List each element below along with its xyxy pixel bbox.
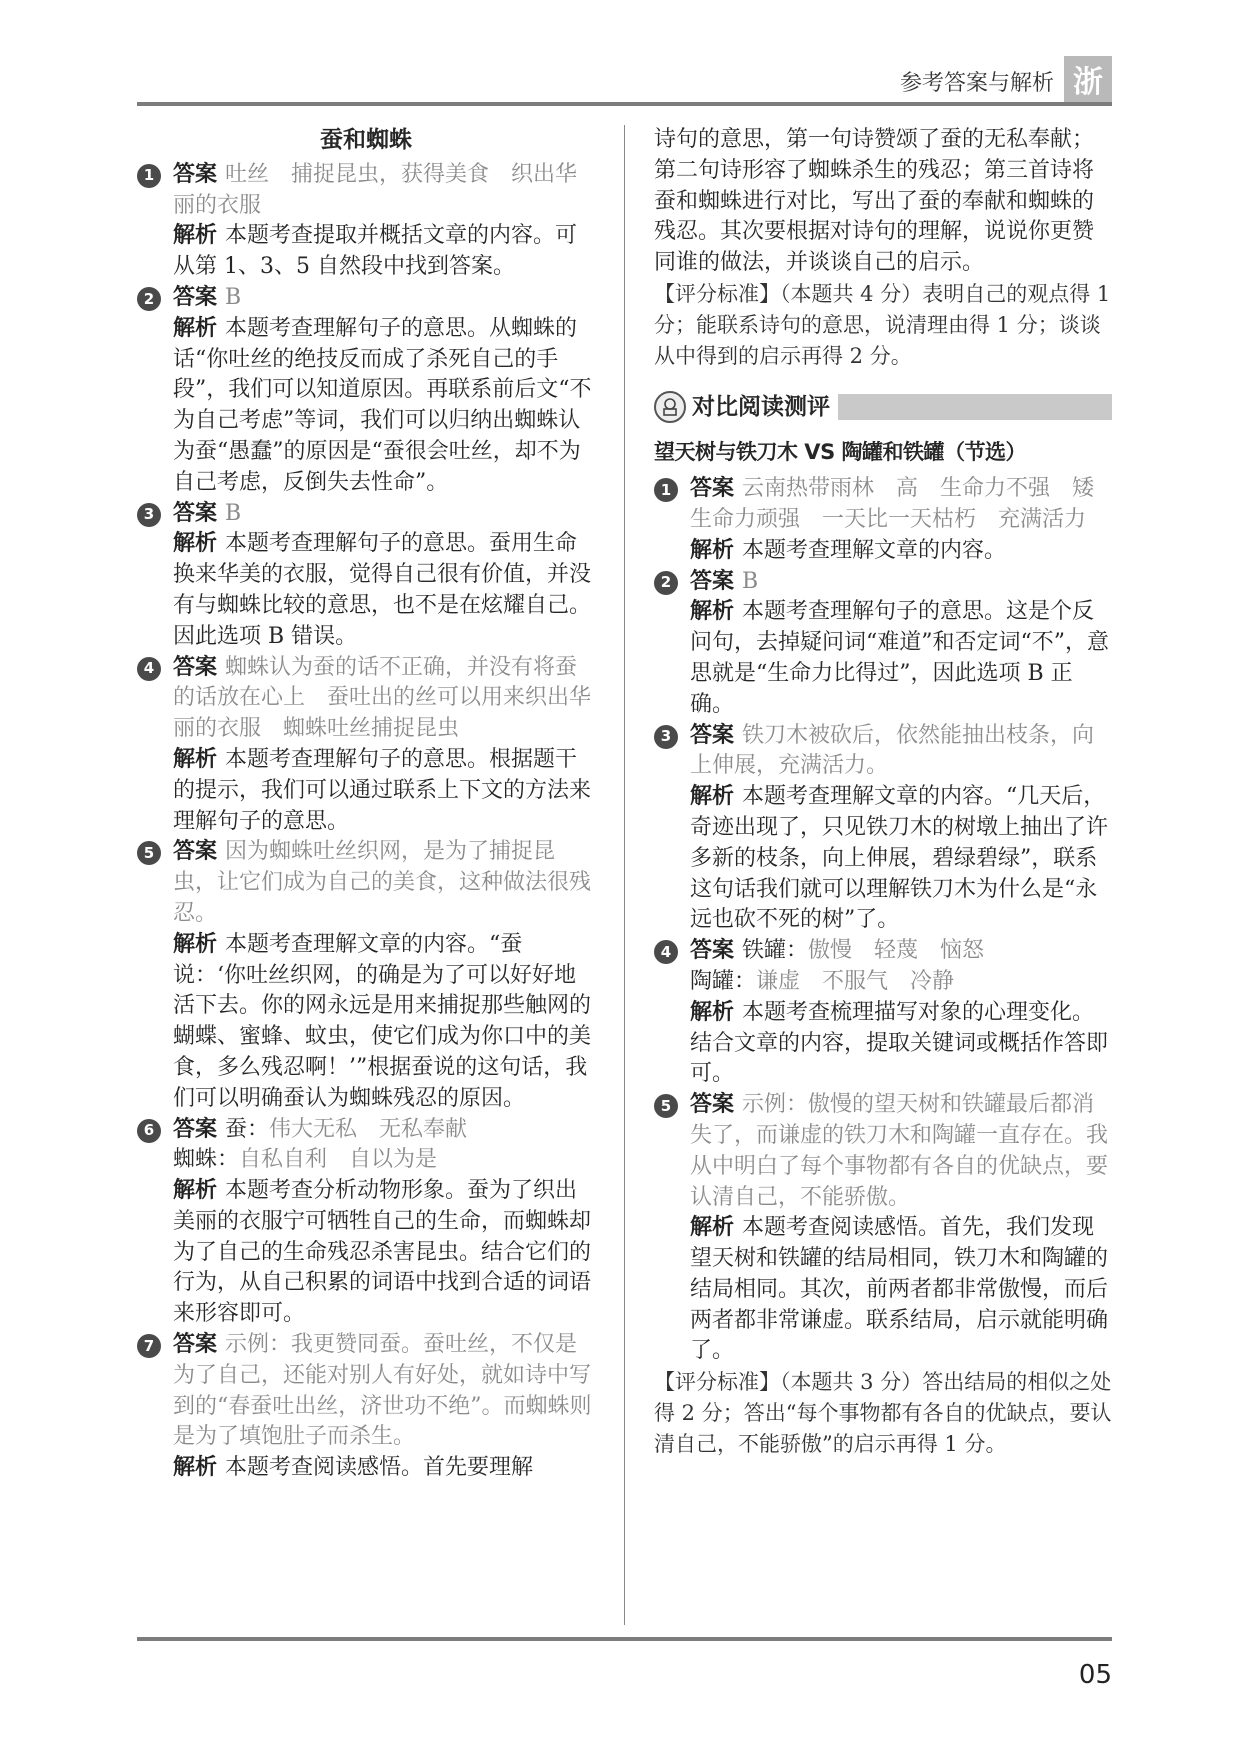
question-number: 7: [137, 1334, 161, 1358]
answer-label: 答案: [690, 1092, 735, 1118]
answer-text: B: [225, 284, 242, 310]
question-2: [137, 283, 595, 499]
analysis-label: 解析: [173, 1178, 218, 1204]
analysis-text: 本题考查提取并概括文章的内容。可从第 1、3、5 自然段中找到答案。: [173, 223, 578, 280]
left-column: [137, 125, 595, 1484]
question-number: 1: [137, 164, 161, 188]
analysis-label: 解析: [173, 931, 218, 957]
answer-text: 傲慢 轻蔑 恼怒: [808, 938, 985, 964]
answer-text: 蜘蛛认为蚕的话不正确，并没有将蚕的话放在心上 蚕吐出的丝可以用来织出华丽的衣服 蜘蛛吐丝捕捉昆虫: [173, 654, 592, 742]
answer-line-prefix: 陶罐：: [690, 968, 757, 994]
question-6: [137, 1115, 595, 1331]
analysis-text: 本题考查理解文章的内容。“几天后，奇迹出现了，只见铁刀木的树墩上抽出了许多新的枝条，向上伸展，碧绿碧绿”，联系这句话我们就可以理解铁刀木为什么是“永远也砍不死的树”了。: [690, 784, 1109, 933]
question-4: [654, 936, 1112, 1090]
question-5: [654, 1090, 1112, 1367]
answer-line-prefix: 铁罐：: [742, 938, 809, 964]
analysis-label: 解析: [690, 537, 735, 563]
header-title: 参考答案与解析: [899, 71, 1054, 96]
banner-bar: [838, 394, 1112, 420]
question-number: 1: [654, 478, 678, 502]
scoring-criteria: 【评分标准】（本题共 4 分）表明自己的观点得 1 分；能联系诗句的意思，说清理由得 1 分；谈谈从中得到的启示再得 2 分。: [654, 281, 1111, 368]
answer-text: 因为蜘蛛吐丝织网，是为了捕捉昆虫，让它们成为自己的美食，这种做法很残忍。: [173, 839, 592, 926]
section-banner: [654, 389, 1112, 425]
answer-label: 答案: [173, 1116, 218, 1142]
analysis-text: 本题考查阅读感悟。首先要理解: [225, 1455, 534, 1481]
question-7: [137, 1330, 595, 1484]
answer-label: 答案: [173, 284, 218, 310]
province-tab: 浙: [1064, 56, 1112, 102]
question-number: 4: [654, 940, 678, 964]
answer-label: 答案: [173, 500, 218, 526]
answer-text: 示例：傲慢的望天树和铁罐最后都消失了，而谦虚的铁刀木和陶罐一直存在。我从中明白了每个事物都有各自的优缺点，要认清自己，不能骄傲。: [690, 1092, 1109, 1210]
reader-icon: [654, 391, 686, 423]
question-3: [137, 499, 595, 653]
analysis-text: 本题考查理解句子的意思。根据题干的提示，我们可以通过联系上下文的方法来理解句子的意思。: [173, 746, 592, 834]
question-4: [137, 653, 595, 838]
analysis-text: 本题考查理解文章的内容。: [742, 537, 1007, 563]
answer-label: 答案: [173, 654, 218, 680]
question-number: 5: [654, 1094, 678, 1118]
question-number: 5: [137, 841, 161, 865]
answer-text: 铁刀木被砍后，依然能抽出枝条，向上伸展，充满活力。: [690, 722, 1095, 779]
answer-label: 答案: [690, 476, 735, 502]
answer-text: 谦虚 不服气 冷静: [756, 968, 955, 994]
footer-rule: [137, 1637, 1112, 1641]
analysis-label: 解析: [690, 599, 735, 625]
section-title: 蚕和蜘蛛: [320, 127, 412, 153]
analysis-label: 解析: [173, 315, 218, 341]
answer-text: B: [225, 500, 242, 526]
analysis-text: 本题考查理解句子的意思。这是个反问句，去掉疑问词“难道”和否定词“不”，意思就是“生命力比得过”，因此选项 B 正确。: [690, 599, 1109, 717]
right-column: [654, 125, 1117, 1460]
analysis-text: 本题考查阅读感悟。首先，我们发现望天树和铁罐的结局相同，铁刀木和陶罐的结局相同。其次，前两者都非常傲慢，而后两者都非常谦虚。联系结局，启示就能明确了。: [690, 1215, 1109, 1364]
answer-label: 答案: [690, 722, 735, 748]
answer-line-prefix: 蚕：: [225, 1116, 270, 1142]
answer-label: 答案: [690, 568, 735, 594]
answer-label: 答案: [690, 938, 735, 964]
analysis-label: 解析: [173, 223, 218, 249]
answer-label: 答案: [173, 1332, 218, 1358]
question-number: 2: [137, 287, 161, 311]
column-divider: [624, 125, 625, 1625]
analysis-text: 本题考查理解句子的意思。蚕用生命换来华美的衣服，觉得自己很有价值，并没有与蜘蛛比较的意思，也不是在炫耀自己。因此选项 B 错误。: [173, 531, 592, 649]
question-number: 4: [137, 657, 161, 681]
analysis-text: 本题考查理解文章的内容。“蚕说：‘你吐丝织网，的确是为了可以好好地活下去。你的网永远是用来捕捉那些触网的蝴蝶、蜜蜂、蚊虫，使它们成为你口中的美食，多么残忍啊！’”根据蚕说的这句话，我们可以明确蚕认为蜘蛛残忍的原因。: [173, 931, 592, 1111]
question-5: [137, 837, 595, 1114]
analysis-label: 解析: [690, 784, 735, 810]
question-number: 6: [137, 1119, 161, 1143]
analysis-continuation: 诗句的意思，第一句诗赞颂了蚕的无私奉献；第二句诗形容了蜘蛛杀生的残忍；第三首诗将蚕和蜘蛛进行对比，写出了蚕的奉献和蜘蛛的残忍。其次要根据对诗句的理解，说说你更赞同谁的做法，并谈谈自己的启示。: [654, 127, 1095, 276]
analysis-label: 解析: [173, 1455, 218, 1481]
question-1: [137, 160, 595, 283]
answer-text: B: [742, 568, 759, 594]
reading-title: 望天树与铁刀木 VS 陶罐和铁罐（节选）: [654, 440, 1026, 465]
question-number: 3: [137, 503, 161, 527]
analysis-label: 解析: [690, 999, 735, 1025]
answer-line-prefix: 蜘蛛：: [173, 1147, 240, 1173]
answer-text: 自私自利 自以为是: [239, 1147, 438, 1173]
scoring-criteria: 【评分标准】（本题共 3 分）答出结局的相似之处得 2 分；答出“每个事物都有各自的优缺点，要认清自己，不能骄傲”的启示再得 1 分。: [654, 1370, 1112, 1456]
analysis-text: 本题考查梳理描写对象的心理变化。结合文章的内容，提取关键词或概括作答即可。: [690, 999, 1109, 1087]
analysis-text: 本题考查分析动物形象。蚕为了织出美丽的衣服宁可牺牲自己的生命，而蜘蛛却为了自己的生命残忍杀害昆虫。结合它们的行为，从自己积累的词语中找到合适的词语来形容即可。: [173, 1178, 592, 1327]
answer-label: 答案: [173, 839, 218, 865]
answer-text: 伟大无私 无私奉献: [269, 1116, 468, 1142]
answer-label: 答案: [173, 161, 218, 187]
answer-text: 吐丝 捕捉昆虫，获得美食 织出华丽的衣服: [173, 161, 578, 218]
analysis-text: 本题考查理解句子的意思。从蜘蛛的话“你吐丝的绝技反而成了杀死自己的手段”，我们可以知道原因。再联系前后文“不为自己考虑”等词，我们可以归纳出蜘蛛认为蚕“愚蠢”的原因是“蚕很会吐丝，却不为自己考虑，反倒失去性命”。: [173, 315, 592, 495]
question-number: 2: [654, 571, 678, 595]
banner-title: 对比阅读测评: [692, 393, 830, 420]
question-2: [654, 567, 1112, 721]
page-header: [137, 56, 1112, 106]
answer-text: 示例：我更赞同蚕。蚕吐丝，不仅是为了自己，还能对别人有好处，就如诗中写到的“春蚕吐出丝，济世功不绝”。而蜘蛛则是为了填饱肚子而杀生。: [173, 1332, 592, 1450]
question-number: 3: [654, 725, 678, 749]
question-3: [654, 721, 1112, 937]
analysis-label: 解析: [173, 746, 218, 772]
question-1: [654, 474, 1117, 566]
analysis-label: 解析: [690, 1215, 735, 1241]
analysis-label: 解析: [173, 531, 218, 557]
page-number: 05: [1078, 1660, 1112, 1690]
answer-text: 云南热带雨林 高 生命力不强 矮 生命力顽强 一天比一天枯朽 充满活力: [690, 476, 1117, 532]
